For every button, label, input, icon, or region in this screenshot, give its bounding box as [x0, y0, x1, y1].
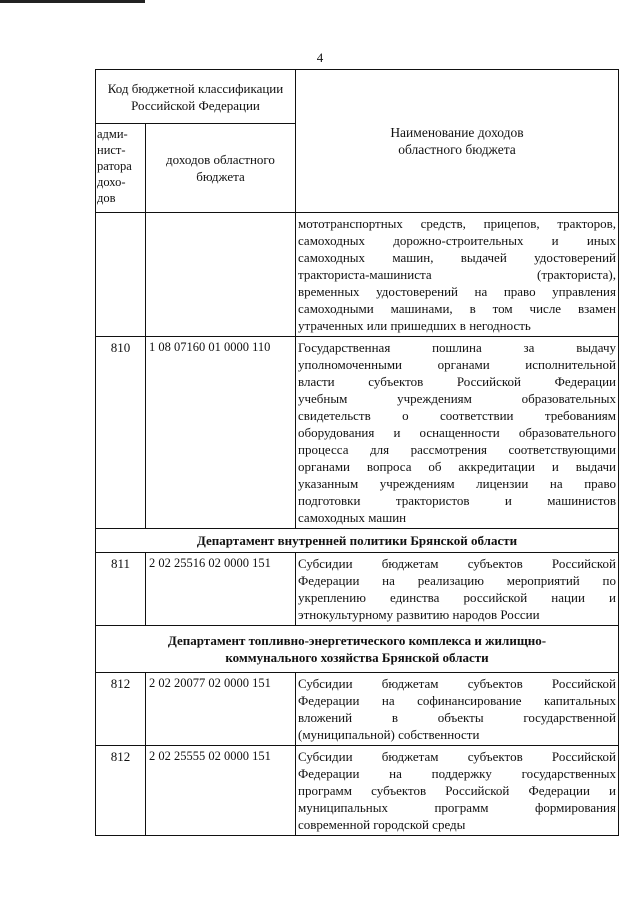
header-income-col: [146, 124, 296, 213]
admin-code: [96, 213, 146, 337]
section-header-row: [96, 626, 619, 673]
budget-table: [95, 69, 619, 836]
desc-line: тракториста-машиниста (тракториста),: [298, 267, 616, 282]
desc-line: учебным учреждениям образовательных: [298, 391, 616, 406]
section-title: Департамент внутренней политики Брянской области: [96, 529, 619, 553]
section-title-line: коммунального хозяйства Брянской области: [225, 650, 489, 665]
desc-line: муниципальных программ формирования: [298, 800, 616, 815]
desc-line: процесса для рассмотрения соответствующими: [298, 442, 616, 457]
desc-line: Федерации на реализацию мероприятий по: [298, 573, 616, 588]
header-income-text: доходов областного бюджета: [166, 152, 275, 184]
table-row: [96, 213, 619, 337]
desc-line: мототранспортных средств, прицепов, тракторов,: [298, 216, 616, 231]
income-code: 2 02 25516 02 0000 151: [146, 553, 296, 626]
desc-line: самоходных дорожно-строительных и иных: [298, 233, 616, 248]
income-code: [146, 213, 296, 337]
income-name: [296, 337, 619, 529]
header-admin-line: нист-: [97, 143, 126, 157]
table-row: [96, 553, 619, 626]
desc-line: (муниципальной) собственности: [298, 727, 480, 742]
section-header-row: [96, 529, 619, 553]
desc-line: современной городской среды: [298, 817, 466, 832]
desc-line: Федерации на софинансирование капитальных: [298, 693, 616, 708]
section-title: [96, 626, 619, 673]
desc-line: Федерации на поддержку государственных: [298, 766, 616, 781]
header-admin-line: ратора: [97, 159, 132, 173]
header-admin-line: дов: [97, 191, 116, 205]
income-code: 2 02 25555 02 0000 151: [146, 746, 296, 836]
income-name: [296, 673, 619, 746]
desc-line: самоходными машинами, в том числе взамен: [298, 301, 616, 316]
income-name: [296, 553, 619, 626]
desc-line: этнокультурному развитию народов России: [298, 607, 540, 622]
page-number: 4: [316, 50, 324, 65]
desc-line: утраченных или пришедших в негодность: [298, 318, 531, 333]
desc-line: самоходных машин: [298, 510, 407, 525]
admin-code: 812: [96, 673, 146, 746]
desc-line: органами вопроса об аккредитации и выдачи: [298, 459, 616, 474]
header-name-col: [296, 70, 619, 213]
income-name: [296, 746, 619, 836]
income-code: 2 02 20077 02 0000 151: [146, 673, 296, 746]
desc-line: вложений в объекты государственной: [298, 710, 616, 725]
table-row: [96, 337, 619, 529]
table-row: [96, 746, 619, 836]
desc-line: самоходных машин, выдачей удостоверений: [298, 250, 616, 265]
admin-code: 811: [96, 553, 146, 626]
desc-line: указанным учреждениям лицензии на право: [298, 476, 616, 491]
desc-line: Субсидии бюджетам субъектов Российской: [298, 749, 616, 764]
desc-line: укреплению единства российской нации и: [298, 590, 616, 605]
table-row: [96, 673, 619, 746]
desc-line: Государственная пошлина за выдачу: [298, 340, 616, 355]
admin-code: 810: [96, 337, 146, 529]
header-admin-line: адми-: [97, 127, 128, 141]
header-name-text: Наименование доходов областного бюджета: [390, 125, 524, 157]
admin-code: 812: [96, 746, 146, 836]
desc-line: Субсидии бюджетам субъектов Российской: [298, 676, 616, 691]
income-name: [296, 213, 619, 337]
desc-line: временных удостоверений на право управления: [298, 284, 616, 299]
income-code: 1 08 07160 01 0000 110: [146, 337, 296, 529]
desc-line: подготовки трактористов и машинистов: [298, 493, 616, 508]
desc-line: уполномоченными органами исполнительной: [298, 357, 616, 372]
desc-line: программ субъектов Российской Федерации и: [298, 783, 616, 798]
header-admin-line: дохо-: [97, 175, 126, 189]
desc-line: власти субъектов Российской Федерации: [298, 374, 616, 389]
section-title-line: Департамент топливно-энергетического комплекса и жилищно-: [167, 633, 547, 648]
desc-line: оборудования и оснащенности образовательного: [298, 425, 616, 440]
top-rule: [0, 0, 145, 3]
header-budget-code: Код бюджетной классификации Российской Федерации: [96, 70, 296, 124]
header-admin-col: [96, 124, 146, 213]
desc-line: Субсидии бюджетам субъектов Российской: [298, 556, 616, 571]
header-row-1: [96, 70, 619, 124]
desc-line: свидетельств о соответствии требованиям: [298, 408, 616, 423]
